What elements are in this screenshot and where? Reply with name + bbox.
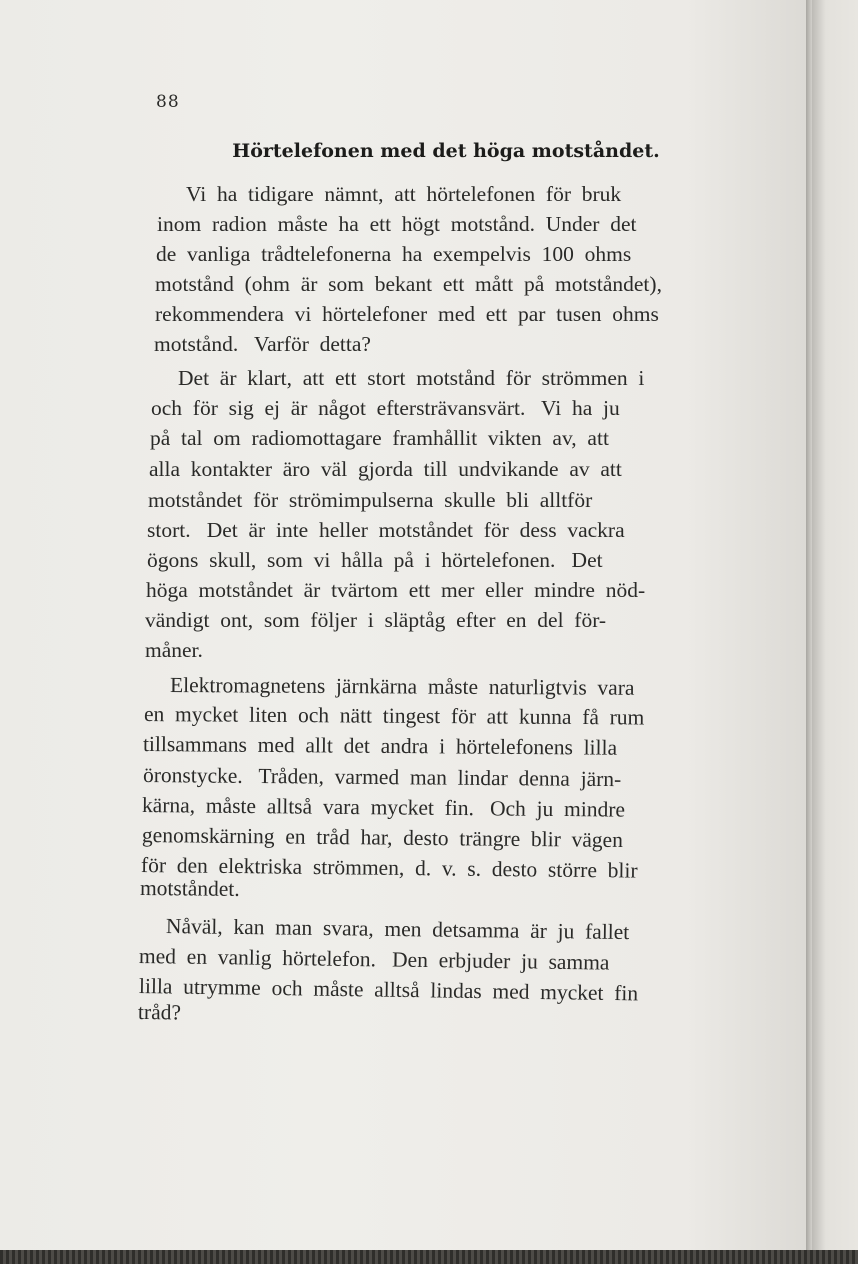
text-line: höga motståndet är tvärtom ett mer eller mindre nöd- xyxy=(146,578,646,602)
text-line: och för sig ej är något eftersträvansvärt. Vi ha ju xyxy=(151,396,620,420)
text-line: genomskärning en tråd har, desto trängre blir vägen xyxy=(141,823,624,853)
text-line: på tal om radiomottagare framhållit vikten av, att xyxy=(150,426,609,450)
text-line: för den elektriska strömmen, d. v. s. desto större blir xyxy=(140,853,638,883)
text-line: Det är klart, att ett stort motstånd för strömmen i xyxy=(178,366,645,390)
text-line: kärna, måste alltså vara mycket fin. Och ju mindre xyxy=(141,793,626,822)
page-number: 88 xyxy=(156,92,180,112)
text-line: med en vanlig hörtelefon. Den erbjuder ju samma xyxy=(138,944,610,975)
text-line: motståndet för strömimpulserna skulle bli alltför xyxy=(148,488,593,512)
scan-background-strip xyxy=(0,1250,858,1264)
text-line: tråd? xyxy=(137,1000,182,1025)
text-line: stort. Det är inte heller motståndet för dess vackra xyxy=(147,518,625,542)
text-line: lilla utrymme och måste alltså lindas med mycket fin xyxy=(138,974,639,1006)
text-line: rekommendera vi hörtelefoner med ett par tusen ohms xyxy=(155,302,659,326)
text-line: motståndet. xyxy=(139,876,240,901)
text-line: alla kontakter äro väl gjorda till undvikande av att xyxy=(149,457,622,481)
text-line: tillsammans med allt det andra i hörtelefonens lilla xyxy=(142,732,618,760)
text-line: motstånd (ohm är som bekant ett mått på motståndet), xyxy=(155,272,662,296)
text-line: ögons skull, som vi hålla på i hörtelefonen. Det xyxy=(147,548,603,572)
text-line: inom radion måste ha ett högt motstånd. Under det xyxy=(157,212,637,236)
adjacent-page-edge xyxy=(812,0,858,1250)
text-line: Elektromagnetens järnkärna måste naturligtvis vara xyxy=(169,673,635,700)
text-line: måner. xyxy=(145,638,203,662)
text-line: öronstycke. Tråden, varmed man lindar denna järn- xyxy=(142,763,622,792)
chapter-heading: Hörtelefonen med det höga motståndet. xyxy=(232,140,660,162)
text-line: motstånd. Varför detta? xyxy=(154,332,371,356)
text-line: en mycket liten och nätt tingest för att kunna få rum xyxy=(143,702,645,730)
text-line: Vi ha tidigare nämnt, att hörtelefonen för bruk xyxy=(186,182,622,206)
text-line: de vanliga trådtelefonerna ha exempelvis 100 ohms xyxy=(156,242,632,266)
text-line: Nåväl, kan man svara, men detsamma är ju fallet xyxy=(165,914,630,945)
text-line: vändigt ont, som följer i släptåg efter en del för- xyxy=(145,608,607,632)
